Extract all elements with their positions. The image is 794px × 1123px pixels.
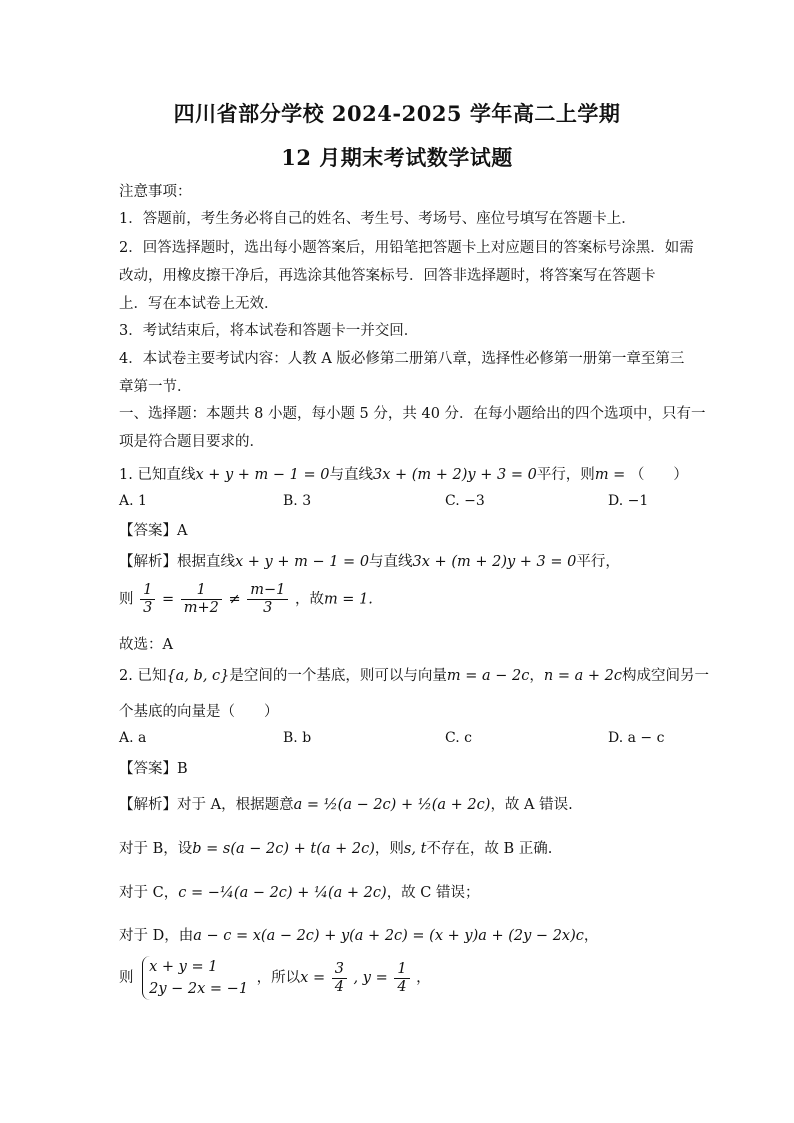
exam-title-line2: 12 月期末考试数学试题 [281,145,513,170]
note-4a: 4．本试卷主要考试内容：人教 A 版必修第二册第八章，选择性必修第一册第一章至第三 [119,351,685,367]
note-2b: 改动，用橡皮擦干净后，再选涂其他答案标号．回答非选择题时，将答案写在答题卡 [119,268,656,284]
q2-option-b: B. b [283,730,312,746]
q1-analysis-eq1: x + y + m − 1 = 0 [235,554,370,570]
q1-stem-c: 平行，则 [536,467,595,483]
q2-answer: 【答案】B [119,761,188,777]
q2-stem [119,664,709,685]
q1-stem-b: 与直线 [329,467,373,483]
q1-analysis-a: 【解析】根据直线 [119,554,235,570]
q1-answer: 【答案】A [119,523,188,539]
note-2c: 上．写在本试卷上无效． [119,296,279,312]
q2-basis: {a, b, c} [166,668,230,684]
q2-frac-y: $\frac{1}{4}$ [394,961,409,996]
q1-eq2: 3x + (m + 2)y + 3 = 0 [373,467,537,483]
q2-frac-x: $\frac{3}{4}$ [332,961,347,996]
q1-then: 则 [119,591,134,608]
q2-analysis-b: 对于 B，设b = s(a − 2c) + t(a + 2c)，则s, t不存在，故 B 正确. [119,841,553,857]
q2-system-line: 则 x + y = 1 2y − 2x = −1 ，所以x = $\frac{3}{4}$ , y = $\frac{1}{4}$ ， [119,956,431,1000]
q1-neq: ≠ [228,591,241,608]
section1-line1: 一、选择题：本题共 8 小题，每小题 5 分，共 40 分．在每小题给出的四个选项中，只有一 [119,406,706,422]
q1-result: m = 1. [323,591,373,608]
q1-frac-1: $\frac{1}{3}$ [140,582,155,617]
q2-analysis-a: 【解析】对于 A，根据题意a = ½(a − 2c) + ½(a + 2c)，故 A 错误. [119,797,573,813]
q1-stem-a: 1. 已知直线 [119,467,196,483]
q1-option-b: B. 3 [283,493,312,509]
q2-stem-a: 2. 已知 [119,668,167,684]
note-4b: 章第一节． [119,379,192,395]
section1-line2: 项是符合题目要求的． [119,434,264,450]
q1-equals: = [161,591,175,608]
q2-analysis-a-eq: a = ½(a − 2c) + ½(a + 2c) [293,797,491,813]
q2-option-c: C. c [445,730,472,746]
q1-option-a: A. 1 [119,493,147,509]
notes-heading: 注意事项： [119,184,192,200]
note-1: 1．答题前，考生务必将自己的姓名、考生号、考场号、座位号填写在答题卡上． [119,211,636,227]
q2-analysis-b-eq: b = s(a − 2c) + t(a + 2c) [192,841,375,857]
q1-eq1: x + y + m − 1 = 0 [195,467,330,483]
note-3: 3．考试结束后，将本试卷和答题卡一并交回． [119,323,419,339]
note-2a: 2．回答选择题时，选出每小题答案后，用铅笔把答题卡上对应题目的答案标号涂黑．如需 [119,240,694,256]
q2-equation-system: x + y = 1 2y − 2x = −1 [142,956,248,1000]
q2-stem-c: 构成空间另一 [621,668,709,684]
q2-vector-m: m = a − 2c [446,668,530,684]
q2-sep: ， [529,668,544,684]
q2-vector-n: n = a + 2c [543,668,622,684]
q1-frac-2: $\frac{1}{m+2}$ [181,582,222,617]
exam-title-line1: 四川省部分学校 2024-2025 学年高二上学期 [173,101,621,126]
q2-option-a: A. a [119,730,147,746]
q1-stem [119,463,688,484]
q1-option-c: C. −3 [445,493,485,509]
q1-conclude: ，故 [294,591,324,608]
q1-analysis-eq2: 3x + (m + 2)y + 3 = 0 [412,554,577,570]
q1-analysis-b: 与直线 [369,554,413,570]
q1-option-d: D. −1 [608,493,649,509]
q2-option-d: D. a − c [608,730,665,746]
q1-analysis [119,550,620,571]
q2-analysis-c-eq: c = −¼(a − 2c) + ¼(a + 2c) [178,885,387,901]
q1-derivation [119,582,373,617]
q2-analysis-d: 对于 D，由a − c = x(a − 2c) + y(a + 2c) = (x + y)a + (2y − 2x)c， [119,928,599,944]
q2-stem-d: 个基底的向量是（ ） [119,704,279,720]
q2-analysis-c: 对于 C，c = −¼(a − 2c) + ¼(a + 2c)，故 C 错误； [119,885,480,901]
q1-choose: 故选：A [119,637,173,653]
q1-frac-3: $\frac{m-1}{3}$ [247,582,288,617]
q2-stem-b: 是空间的一个基底，则可以与向量 [229,668,447,684]
q1-var: m [594,467,609,483]
q2-analysis-d-eq: a − c = x(a − 2c) + y(a + 2c) = (x + y)a + (2y − 2x)c [193,928,584,944]
q1-analysis-c: 平行， [576,554,620,570]
q1-stem-d: = （ ） [608,467,688,483]
